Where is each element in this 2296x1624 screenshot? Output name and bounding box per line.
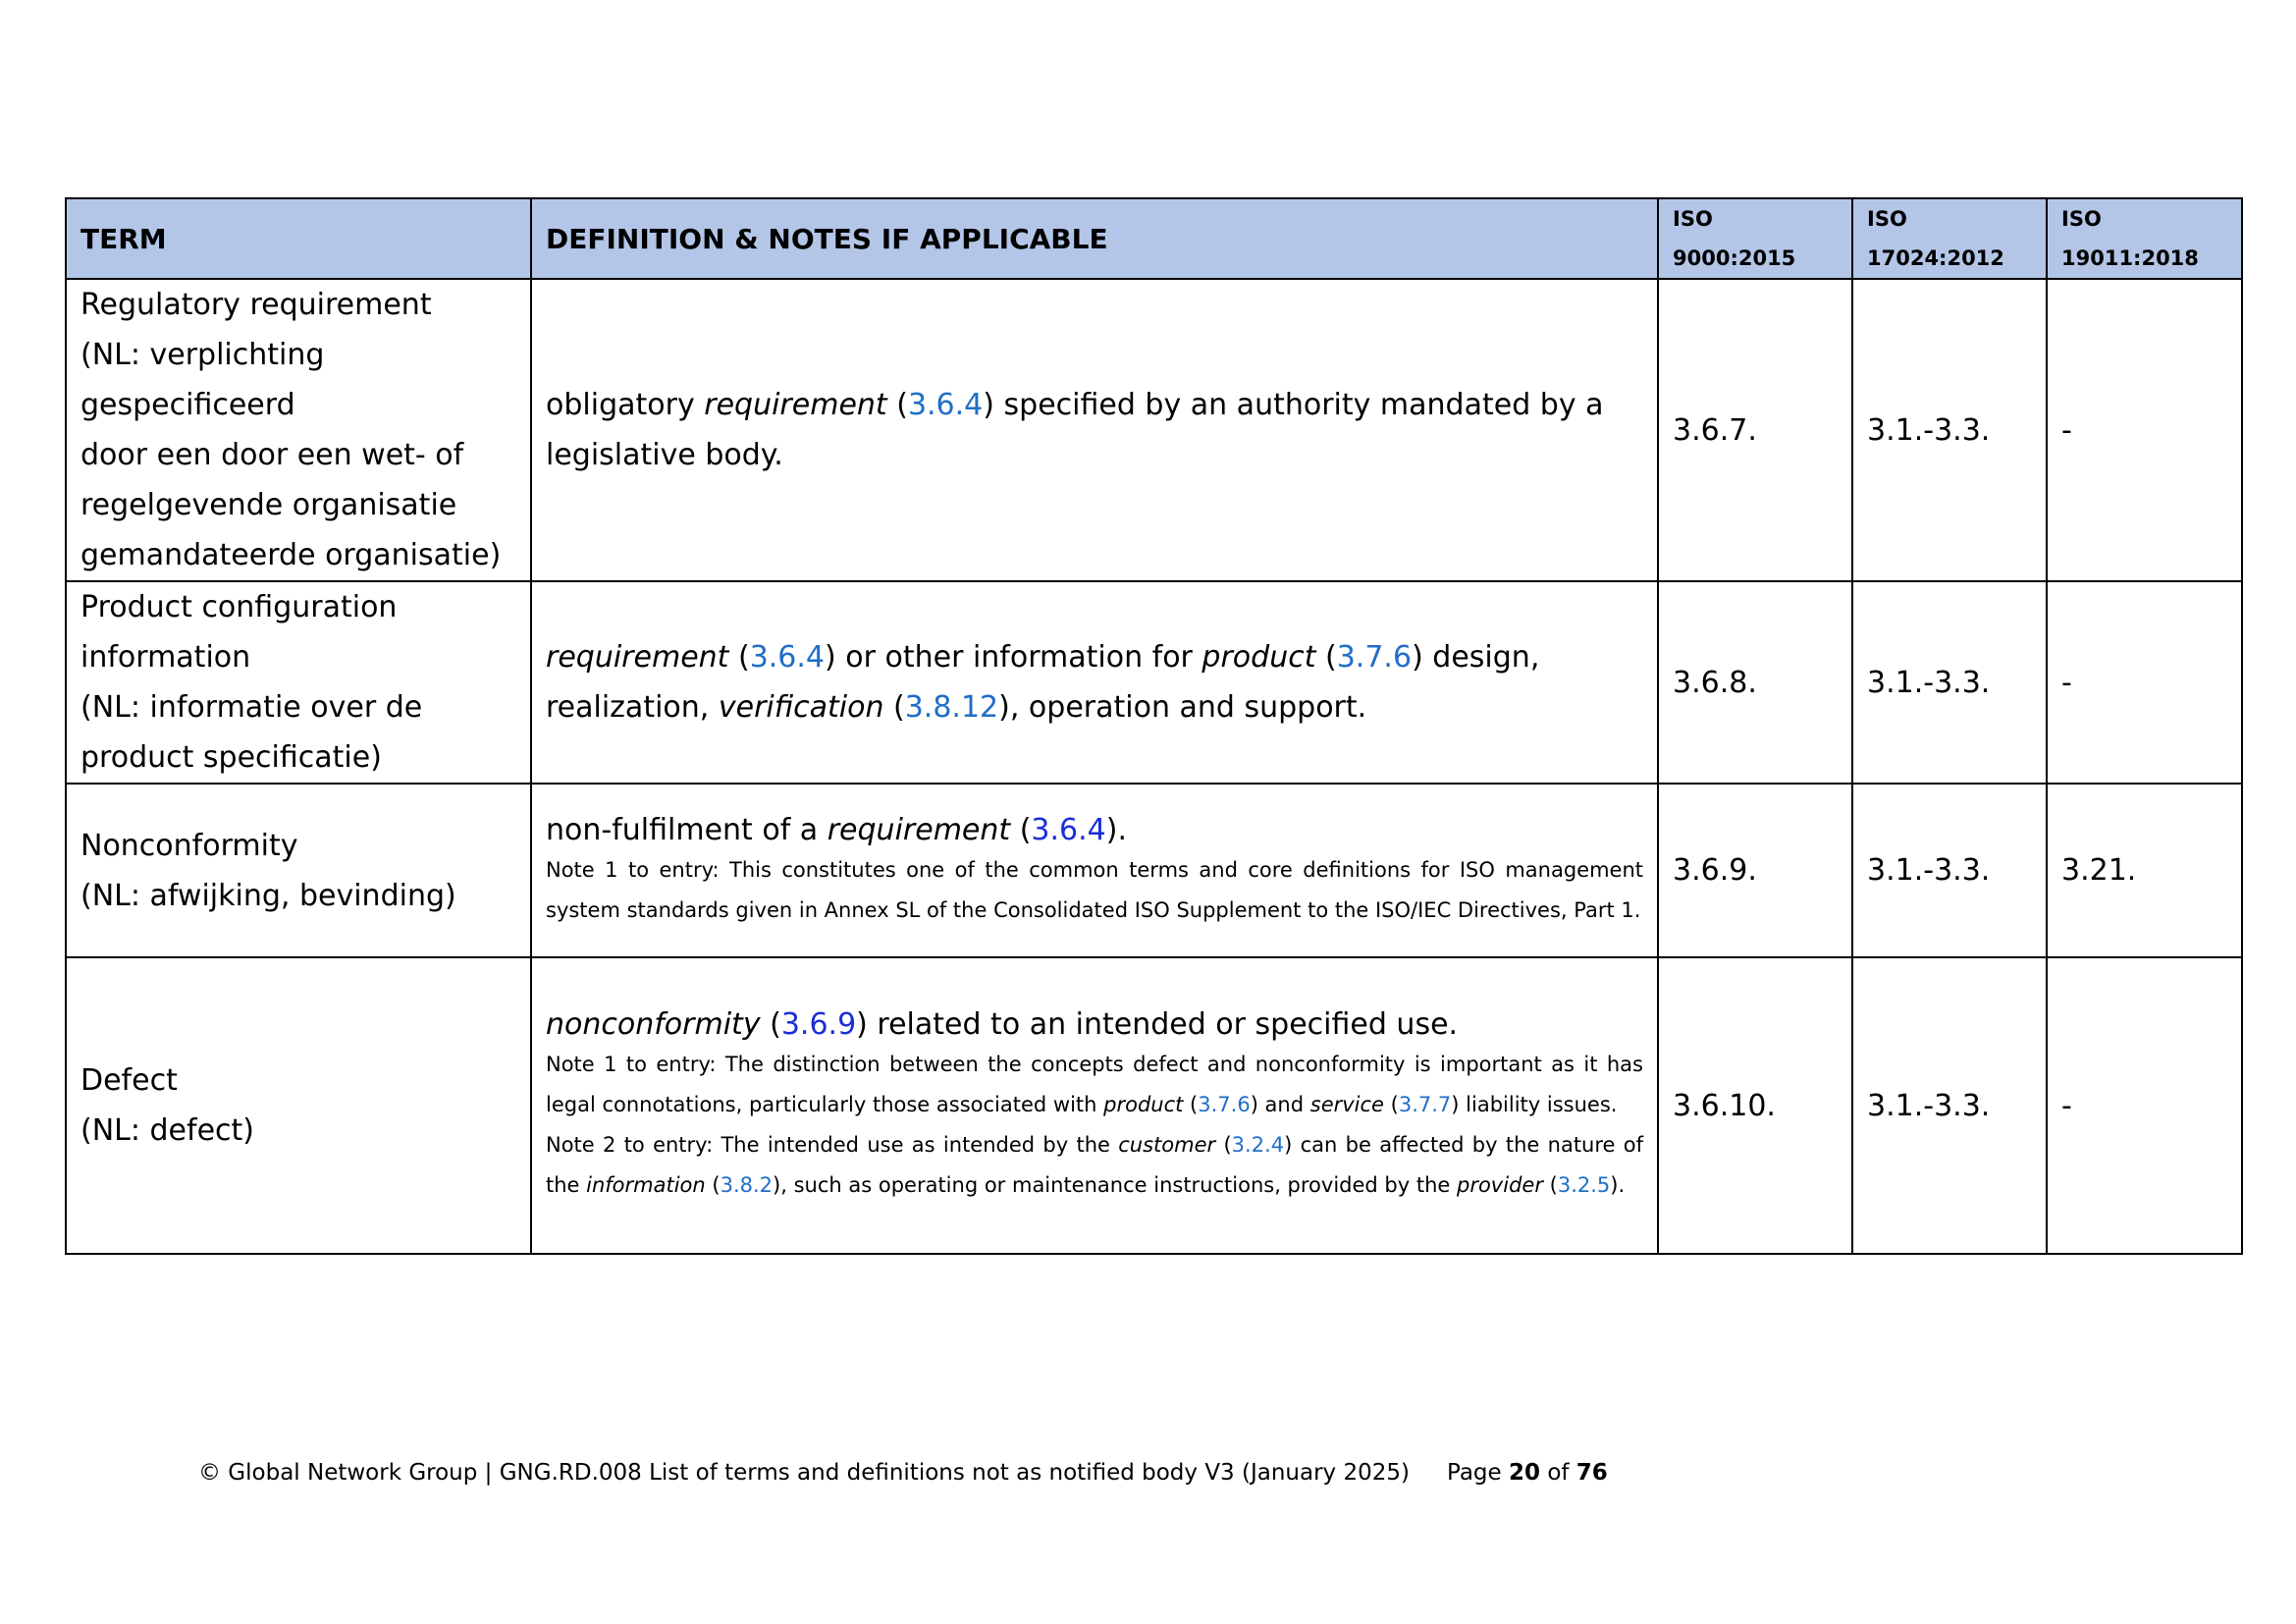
ref-link[interactable]: 3.6.4 — [749, 640, 826, 675]
table-row — [66, 784, 2242, 957]
page-label: Page — [1446, 1460, 1502, 1486]
table-row — [66, 957, 2242, 1254]
ref-link[interactable]: 3.8.2 — [720, 1173, 774, 1197]
table-row — [66, 279, 2242, 581]
table-header-row — [66, 198, 2242, 279]
note-1: Note 1 to entry: The distinction between the concepts defect and nonconformity is important as it has legal connotations, particularly those associated with product (3.7.6) and service (3.7.7) liability issues. — [546, 1053, 1643, 1116]
iso17024-cell: 3.1.-3.3. — [1852, 957, 2047, 1254]
table-row — [66, 581, 2242, 784]
iso19011-cell: 3.21. — [2047, 784, 2242, 957]
iso17024-cell: 3.1.-3.3. — [1852, 784, 2047, 957]
iso19011-cell: - — [2047, 957, 2242, 1254]
iso19011-cell: - — [2047, 279, 2242, 581]
iso19011-cell: - — [2047, 581, 2242, 784]
ref-link[interactable]: 3.2.4 — [1231, 1133, 1285, 1157]
iso9000-cell: 3.6.10. — [1658, 957, 1852, 1254]
definition-text: nonconformity (3.6.9) related to an intended or specified use. — [546, 1007, 1459, 1042]
definition-cell — [531, 784, 1658, 957]
definition-cell — [531, 581, 1658, 784]
iso17024-cell: 3.1.-3.3. — [1852, 279, 2047, 581]
definition-cell — [531, 957, 1658, 1254]
iso9000-cell: 3.6.8. — [1658, 581, 1852, 784]
note-1: Note 1 to entry: This constitutes one of the common terms and core definitions for ISO management system standards given in Annex SL of the Consolidated ISO Supplement to the ISO/IEC Directives, Part 1. — [546, 857, 1643, 922]
iso9000-cell: 3.6.9. — [1658, 784, 1852, 957]
page-current: 20 — [1508, 1460, 1540, 1486]
definition-text: requirement (3.6.4) or other information for product (3.7.6) design, realization, verification (3.8.12), operation and support. — [546, 640, 1540, 725]
term-cell: Regulatory requirement (NL: verplichting gespecificeerd door een door een wet- of regelgevende organisatie gemandateerde organisatie) — [66, 279, 531, 581]
term-cell: Product configuration information (NL: informatie over de product specificatie) — [66, 581, 531, 784]
definition-text: non-fulfilment of a requirement (3.6.4). — [546, 812, 1127, 847]
header-term: TERM — [66, 198, 531, 279]
definition-cell — [531, 279, 1658, 581]
terms-table — [65, 197, 2243, 1255]
ref-link[interactable]: 3.6.9 — [780, 1007, 857, 1042]
page-of: of — [1547, 1460, 1570, 1486]
header-definition: DEFINITION & NOTES IF APPLICABLE — [531, 198, 1658, 279]
header-iso9000: ISO 9000:2015 — [1658, 198, 1852, 279]
ref-link[interactable]: 3.6.4 — [1031, 812, 1106, 847]
iso9000-cell: 3.6.7. — [1658, 279, 1852, 581]
note-2: Note 2 to entry: The intended use as intended by the customer (3.2.4) can be affected by the nature of the information (3.8.2), such as operating or maintenance instructions, provided by the provider (3.2.5). — [546, 1133, 1643, 1197]
footer-text: © Global Network Group | GNG.RD.008 List of terms and definitions not as notified body V3 (January 2025) — [198, 1460, 1410, 1486]
header-iso17024: ISO 17024:2012 — [1852, 198, 2047, 279]
iso17024-cell: 3.1.-3.3. — [1852, 581, 2047, 784]
page-total: 76 — [1575, 1460, 1608, 1486]
ref-link[interactable]: 3.7.6 — [1198, 1093, 1251, 1116]
definition-text: obligatory requirement (3.6.4) specified by an authority mandated by a legislative body. — [546, 388, 1604, 472]
term-cell: Defect (NL: defect) — [66, 957, 531, 1254]
page-footer — [198, 1460, 1608, 1486]
header-iso19011: ISO 19011:2018 — [2047, 198, 2242, 279]
ref-link[interactable]: 3.2.5 — [1557, 1173, 1611, 1197]
ref-link[interactable]: 3.7.7 — [1398, 1093, 1452, 1116]
ref-link[interactable]: 3.6.4 — [907, 388, 984, 422]
ref-link[interactable]: 3.8.12 — [904, 690, 999, 725]
ref-link[interactable]: 3.7.6 — [1336, 640, 1413, 675]
term-cell: Nonconformity (NL: afwijking, bevinding) — [66, 784, 531, 957]
